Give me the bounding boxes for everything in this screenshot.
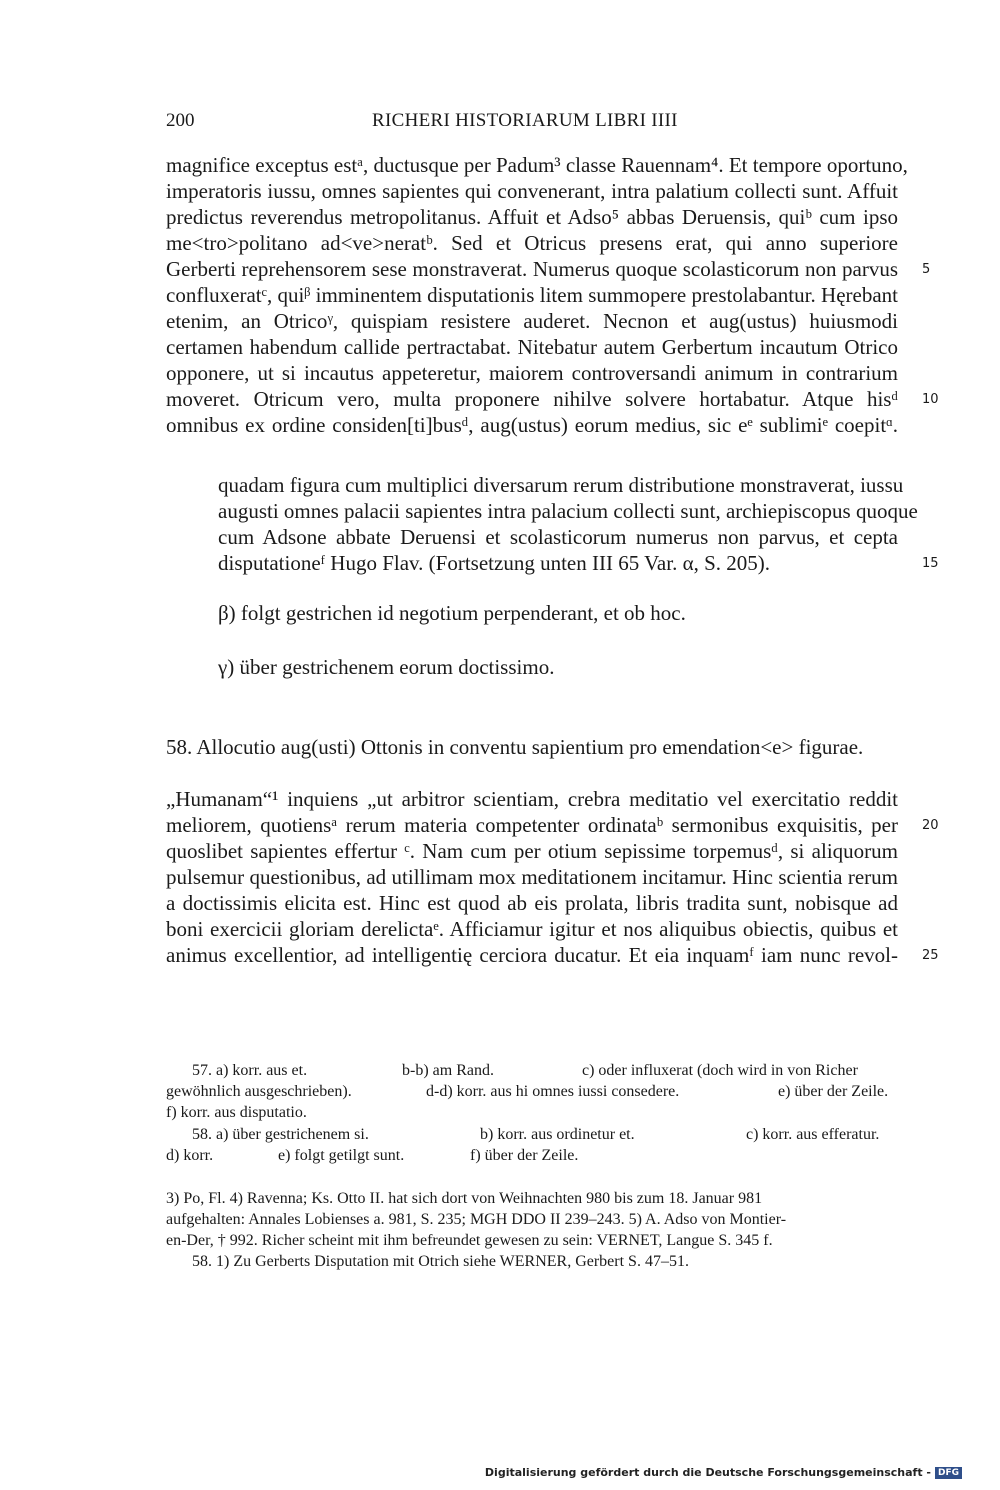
variant-line: augusti omnes palacii sapientes intra palacium collecti sunt, archiepiscopus quoque	[218, 499, 918, 523]
apparatus-entry: 58. a) über gestrichenem si.	[192, 1126, 369, 1143]
chapter-line: animus excellentior, ad intelligentię cerciora ducatur. Et eia inquamᶠ iam nunc revol-	[166, 943, 898, 967]
line-number: 15	[922, 556, 939, 571]
chapter-line: „Humanam“¹ inquiens „ut arbitror scientiam, crebra meditatio vel exercitatio reddit	[166, 787, 898, 811]
page-number: 200	[166, 110, 195, 131]
apparatus-entry: e) folgt getilgt sunt.	[278, 1147, 405, 1164]
chapter-line: meliorem, quotiensᵃ rerum materia competenter ordinataᵇ sermonibus exquisitis, per	[166, 813, 898, 837]
text-line: omnibus ex ordine considen[ti]busᵈ, aug(ustus) eorum medius, sic eᵉ sublimiᵉ coepitᵅ.	[166, 413, 898, 437]
text-line: Gerberti reprehensorem sese monstraverat. Numerus quoque scolasticorum non parvus	[166, 257, 898, 281]
apparatus-entry: d-d) korr. aus hi omnes iussi consedere.	[426, 1083, 680, 1100]
apparatus-entry: e) über der Zeile.	[778, 1083, 889, 1100]
apparatus-entry: c) oder influxerat (doch wird in von Richer	[582, 1062, 858, 1079]
commentary-line: aufgehalten: Annales Lobienses a. 981, S. 235; MGH DDO II 239–243. 5) A. Adso von Montier-	[166, 1211, 787, 1228]
commentary-line: 58. 1) Zu Gerberts Disputation mit Otrich siehe WERNER, Gerbert S. 47–51.	[192, 1253, 689, 1270]
note-beta: β) folgt gestrichen id negotium perpenderant, et ob hoc.	[218, 601, 686, 625]
commentary-line: 3) Po, Fl. 4) Ravenna; Ks. Otto II. hat sich dort von Weihnachten 980 bis zum 18. Januar 981	[166, 1190, 763, 1207]
apparatus-entry: f) über der Zeile.	[470, 1147, 579, 1164]
chapter-line: quoslibet sapientes effertur ᶜ. Nam cum per otium sepissime torpemusᵈ, si aliquorum	[166, 839, 898, 863]
text-line: magnifice exceptus estᵃ, ductusque per Padum³ classe Rauennam⁴. Et tempore oportuno,	[166, 153, 908, 177]
apparatus-entry: b) korr. aus ordinetur et.	[480, 1126, 635, 1143]
apparatus-entry: 57. a) korr. aus et.	[192, 1062, 308, 1079]
variant-line: disputationeᶠ Hugo Flav. (Fortsetzung unten III 65 Var. α, S. 205).	[218, 551, 770, 575]
text-line: imperatoris iussu, omnes sapientes qui convenerant, intra palatium collecti sunt. Affuit	[166, 179, 898, 203]
apparatus-entry: gewöhnlich ausgeschrieben).	[166, 1083, 352, 1100]
chapter-heading: 58. Allocutio aug(usti) Ottonis in conventu sapientium pro emendation<e> figurae.	[166, 735, 864, 759]
note-gamma: γ) über gestrichenem eorum doctissimo.	[218, 655, 555, 679]
credit-text: Digitalisierung gefördert durch die Deutsche Forschungsgemeinschaft -	[484, 1466, 931, 1479]
apparatus-entry: f) korr. aus disputatio.	[166, 1104, 307, 1121]
apparatus-entry: d) korr.	[166, 1147, 214, 1164]
chapter-line: a doctissimis elicita est. Hinc est quod ab eis prolata, libris tradita sunt, nobisque ad	[166, 891, 898, 915]
chapter-line: boni exercicii gloriam derelictaᵉ. Afficiamur igitur et nos aliquibus obiectis, quibus et	[166, 917, 898, 941]
variant-line: cum Adsone abbate Deruensi et scolasticorum numerus non parvus, et cepta	[218, 525, 898, 549]
line-number: 20	[922, 818, 939, 833]
text-line: etenim, an Otricoᵞ, quispiam resistere auderet. Necnon et aug(ustus) huiusmodi	[166, 309, 898, 333]
text-line: moveret. Otricum vero, multa proponere nihilve solvere hortabatur. Atque hisᵈ	[166, 387, 898, 411]
text-line: confluxeratᶜ, quiᵝ imminentem disputationis litem summopere prestolabantur. Hęrebant	[166, 283, 898, 307]
line-number: 25	[922, 948, 939, 963]
line-number: 5	[922, 262, 931, 277]
text-line: certamen habendum callide pertractabat. Nitebatur autem Gerbertum incautum Otrico	[166, 335, 898, 359]
variant-line: quadam figura cum multiplici diversarum rerum distributione monstraverat, iussu	[218, 473, 904, 497]
chapter-line: pulsemur questionibus, ad utillimam mox meditationem incitamur. Hinc scientia rerum	[166, 865, 898, 889]
text-line: predictus reverendus metropolitanus. Affuit et Adso⁵ abbas Deruensis, quiᵇ cum ipso	[166, 205, 898, 229]
apparatus-entry: c) korr. aus efferatur.	[746, 1126, 880, 1143]
line-number: 10	[922, 392, 939, 407]
dfg-logo: DFG	[935, 1467, 962, 1479]
digitization-credit	[485, 1466, 962, 1479]
commentary-line: en-Der, † 992. Richer scheint mit ihm befreundet gewesen zu sein: VERNET, Langue S. 345 f.	[166, 1232, 773, 1249]
apparatus-entry: b-b) am Rand.	[402, 1062, 494, 1079]
text-line: opponere, ut si incautus appeteretur, maiorem controversandi animum in contrarium	[166, 361, 898, 385]
text-line: me<tro>politano ad<ve>neratᵇ. Sed et Otricus presens erat, qui anno superiore	[166, 231, 898, 255]
running-head: RICHERI HISTORIARUM LIBRI IIII	[372, 110, 678, 131]
